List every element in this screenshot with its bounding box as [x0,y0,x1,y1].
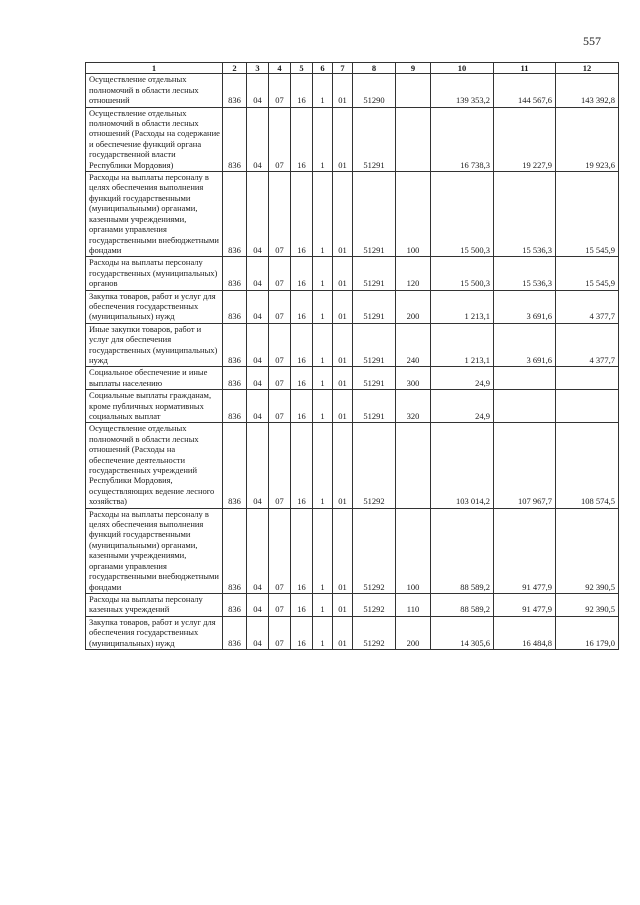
amount-year-1-cell: 1 213,1 [431,290,494,323]
amount-year-1-cell: 103 014,2 [431,423,494,508]
expense-name-cell: Иные закупки товаров, работ и услуг для обеспечения государственных (муниципальных) нужд [86,323,223,367]
amount-year-3-cell [556,390,619,423]
direction-code-cell: 51292 [353,593,396,616]
subsection-code-cell: 07 [269,323,291,367]
column-header: 11 [494,63,556,74]
table-row [86,423,619,508]
direction-code-cell: 51290 [353,74,396,107]
column-header: 8 [353,63,396,74]
direction-code-cell: 51291 [353,323,396,367]
expense-name-cell: Закупка товаров, работ и услуг для обеспечения государственных (муниципальных) нужд [86,616,223,649]
event-code-cell: 01 [333,172,353,257]
section-code-cell: 04 [247,290,269,323]
column-header: 9 [396,63,431,74]
direction-code-cell: 51291 [353,107,396,171]
amount-year-3-cell: 143 392,8 [556,74,619,107]
amount-year-1-cell: 24,9 [431,390,494,423]
grbs-code-cell: 836 [223,508,247,593]
section-code-cell: 04 [247,74,269,107]
expense-type-code-cell [396,74,431,107]
header-row [86,63,619,74]
table-row [86,74,619,107]
amount-year-2-cell: 91 477,9 [494,593,556,616]
amount-year-1-cell: 139 353,2 [431,74,494,107]
table-body [86,74,619,650]
expense-type-code-cell: 110 [396,593,431,616]
amount-year-1-cell: 1 213,1 [431,323,494,367]
subsection-code-cell: 07 [269,74,291,107]
amount-year-2-cell: 19 227,9 [494,107,556,171]
subsection-code-cell: 07 [269,616,291,649]
expense-type-code-cell: 120 [396,257,431,290]
program-code-cell: 16 [291,367,313,390]
program-code-cell: 16 [291,172,313,257]
subprogram-code-cell: 1 [313,107,333,171]
program-code-cell: 16 [291,390,313,423]
subsection-code-cell: 07 [269,390,291,423]
event-code-cell: 01 [333,107,353,171]
amount-year-1-cell: 15 500,3 [431,172,494,257]
direction-code-cell: 51291 [353,172,396,257]
grbs-code-cell: 836 [223,390,247,423]
amount-year-2-cell: 15 536,3 [494,172,556,257]
amount-year-2-cell: 16 484,8 [494,616,556,649]
expense-name-cell: Расходы на выплаты персоналу казенных учреждений [86,593,223,616]
subsection-code-cell: 07 [269,172,291,257]
section-code-cell: 04 [247,367,269,390]
subsection-code-cell: 07 [269,367,291,390]
amount-year-3-cell: 19 923,6 [556,107,619,171]
event-code-cell: 01 [333,323,353,367]
column-header: 1 [86,63,223,74]
amount-year-3-cell: 92 390,5 [556,508,619,593]
section-code-cell: 04 [247,508,269,593]
column-header: 6 [313,63,333,74]
event-code-cell: 01 [333,616,353,649]
amount-year-1-cell: 88 589,2 [431,508,494,593]
subprogram-code-cell: 1 [313,508,333,593]
direction-code-cell: 51292 [353,423,396,508]
amount-year-1-cell: 14 305,6 [431,616,494,649]
amount-year-3-cell: 92 390,5 [556,593,619,616]
expense-type-code-cell: 200 [396,616,431,649]
amount-year-2-cell: 144 567,6 [494,74,556,107]
column-header: 2 [223,63,247,74]
subsection-code-cell: 07 [269,423,291,508]
section-code-cell: 04 [247,390,269,423]
amount-year-1-cell: 24,9 [431,367,494,390]
subsection-code-cell: 07 [269,257,291,290]
expense-type-code-cell: 300 [396,367,431,390]
direction-code-cell: 51291 [353,367,396,390]
amount-year-3-cell: 15 545,9 [556,257,619,290]
subprogram-code-cell: 1 [313,616,333,649]
amount-year-2-cell [494,390,556,423]
expense-type-code-cell [396,423,431,508]
program-code-cell: 16 [291,107,313,171]
table-row [86,593,619,616]
amount-year-1-cell: 15 500,3 [431,257,494,290]
table-row [86,508,619,593]
grbs-code-cell: 836 [223,172,247,257]
subprogram-code-cell: 1 [313,290,333,323]
program-code-cell: 16 [291,616,313,649]
direction-code-cell: 51292 [353,616,396,649]
expense-type-code-cell: 100 [396,508,431,593]
column-header: 5 [291,63,313,74]
grbs-code-cell: 836 [223,423,247,508]
subsection-code-cell: 07 [269,508,291,593]
event-code-cell: 01 [333,74,353,107]
expense-type-code-cell: 320 [396,390,431,423]
expense-name-cell: Социальное обеспечение и иные выплаты населению [86,367,223,390]
subsection-code-cell: 07 [269,290,291,323]
expense-type-code-cell: 240 [396,323,431,367]
section-code-cell: 04 [247,423,269,508]
event-code-cell: 01 [333,390,353,423]
event-code-cell: 01 [333,290,353,323]
table-row [86,323,619,367]
subprogram-code-cell: 1 [313,74,333,107]
program-code-cell: 16 [291,323,313,367]
amount-year-2-cell: 107 967,7 [494,423,556,508]
subsection-code-cell: 07 [269,107,291,171]
table-row [86,290,619,323]
subprogram-code-cell: 1 [313,423,333,508]
grbs-code-cell: 836 [223,74,247,107]
event-code-cell: 01 [333,367,353,390]
expense-type-code-cell: 200 [396,290,431,323]
column-header: 4 [269,63,291,74]
amount-year-3-cell: 108 574,5 [556,423,619,508]
program-code-cell: 16 [291,593,313,616]
table-row [86,257,619,290]
amount-year-3-cell: 15 545,9 [556,172,619,257]
direction-code-cell: 51291 [353,257,396,290]
amount-year-3-cell: 4 377,7 [556,323,619,367]
expense-name-cell: Расходы на выплаты персоналу в целях обеспечения выполнения функций государственными (муниципальными) органами, казенными учреждениями, органами управления государственными внебюджетными фондами [86,508,223,593]
direction-code-cell: 51291 [353,290,396,323]
page-number: 557 [583,34,601,48]
program-code-cell: 16 [291,423,313,508]
section-code-cell: 04 [247,593,269,616]
grbs-code-cell: 836 [223,107,247,171]
amount-year-2-cell [494,367,556,390]
event-code-cell: 01 [333,508,353,593]
event-code-cell: 01 [333,257,353,290]
subprogram-code-cell: 1 [313,172,333,257]
table-row [86,616,619,649]
table-row [86,367,619,390]
program-code-cell: 16 [291,290,313,323]
subprogram-code-cell: 1 [313,390,333,423]
expense-name-cell: Осуществление отдельных полномочий в области лесных отношений (Расходы на обеспечение деятельности государственных учреждений Республики Мордовия, осуществляющих ведение лесного хозяйства) [86,423,223,508]
grbs-code-cell: 836 [223,593,247,616]
expense-name-cell: Расходы на выплаты персоналу в целях обеспечения выполнения функций государственными (муниципальными) органами, казенными учреждениями, органами управления государственными внебюджетными фондами [86,172,223,257]
grbs-code-cell: 836 [223,323,247,367]
expense-name-cell: Социальные выплаты гражданам, кроме публичных нормативных социальных выплат [86,390,223,423]
grbs-code-cell: 836 [223,290,247,323]
amount-year-3-cell: 16 179,0 [556,616,619,649]
column-header: 7 [333,63,353,74]
subprogram-code-cell: 1 [313,367,333,390]
amount-year-2-cell: 3 691,6 [494,290,556,323]
table-row [86,390,619,423]
expense-type-code-cell [396,107,431,171]
expense-type-code-cell: 100 [396,172,431,257]
section-code-cell: 04 [247,323,269,367]
direction-code-cell: 51292 [353,508,396,593]
amount-year-3-cell [556,367,619,390]
column-header: 12 [556,63,619,74]
column-header: 10 [431,63,494,74]
amount-year-2-cell: 15 536,3 [494,257,556,290]
section-code-cell: 04 [247,172,269,257]
event-code-cell: 01 [333,423,353,508]
amount-year-3-cell: 4 377,7 [556,290,619,323]
column-header: 3 [247,63,269,74]
program-code-cell: 16 [291,74,313,107]
expense-name-cell: Осуществление отдельных полномочий в области лесных отношений (Расходы на содержание и обеспечение функций органа государственной власти Республики Мордовия) [86,107,223,171]
budget-table [85,62,619,650]
program-code-cell: 16 [291,508,313,593]
subprogram-code-cell: 1 [313,257,333,290]
amount-year-1-cell: 16 738,3 [431,107,494,171]
event-code-cell: 01 [333,593,353,616]
program-code-cell: 16 [291,257,313,290]
section-code-cell: 04 [247,257,269,290]
grbs-code-cell: 836 [223,257,247,290]
table-row [86,107,619,171]
section-code-cell: 04 [247,616,269,649]
grbs-code-cell: 836 [223,367,247,390]
section-code-cell: 04 [247,107,269,171]
direction-code-cell: 51291 [353,390,396,423]
amount-year-2-cell: 3 691,6 [494,323,556,367]
subsection-code-cell: 07 [269,593,291,616]
table-row [86,172,619,257]
grbs-code-cell: 836 [223,616,247,649]
subprogram-code-cell: 1 [313,323,333,367]
subprogram-code-cell: 1 [313,593,333,616]
expense-name-cell: Закупка товаров, работ и услуг для обеспечения государственных (муниципальных) нужд [86,290,223,323]
amount-year-1-cell: 88 589,2 [431,593,494,616]
amount-year-2-cell: 91 477,9 [494,508,556,593]
expense-name-cell: Осуществление отдельных полномочий в области лесных отношений [86,74,223,107]
expense-name-cell: Расходы на выплаты персоналу государственных (муниципальных) органов [86,257,223,290]
